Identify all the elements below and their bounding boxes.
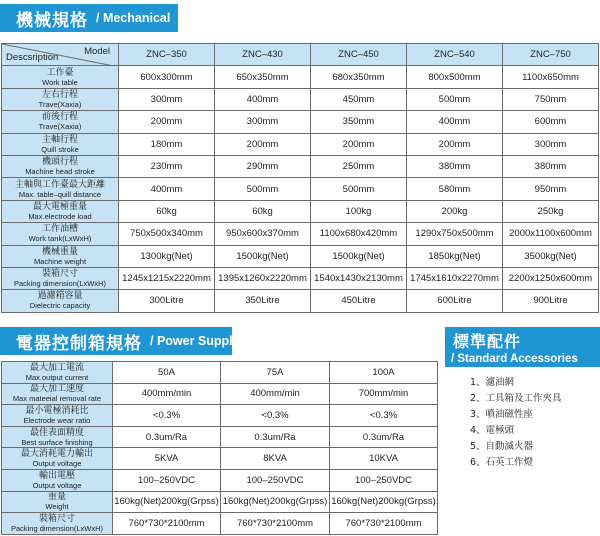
spec-value-cell: 1290x750x500mm [407, 223, 503, 245]
accessories-title-en: / Standard Accessories [451, 353, 578, 365]
spec-value-cell: 600mm [503, 111, 599, 133]
power-title-en: / Power Supply [150, 334, 240, 348]
spec-value-cell: 900Litre [503, 290, 599, 312]
row-label-cn: 裝箱尺寸 [41, 269, 78, 280]
spec-value-cell: 5KVA [113, 448, 221, 470]
spec-value-cell: 500mm [407, 88, 503, 110]
spec-value-cell: 380mm [503, 155, 599, 177]
row-label-en: Max.output current [25, 372, 89, 382]
spec-value-cell: 580mm [407, 178, 503, 200]
spec-value-cell: 2000x1100x600mm [503, 223, 599, 245]
spec-value-cell: 950mm [503, 178, 599, 200]
spec-value-cell: 680x350mm [311, 66, 407, 88]
row-label-cn: 最大電極重量 [32, 201, 87, 212]
spec-value-cell: 750mm [503, 88, 599, 110]
spec-value-cell: 950x600x370mm [215, 223, 311, 245]
spec-value-cell: 8KVA [221, 448, 330, 470]
spec-value-cell: 200mm [407, 133, 503, 155]
spec-row [2, 491, 438, 513]
row-label-cell [2, 200, 119, 222]
spec-value-cell: 760*730*2100mm [221, 513, 330, 535]
spec-row [2, 448, 438, 470]
row-label-cell [2, 426, 113, 448]
model-header-label: Model [84, 46, 110, 57]
row-label-cn: 重量 [47, 492, 66, 503]
row-label-en: Machine head stroke [25, 167, 95, 177]
spec-value-cell: 1300kg(Net) [119, 245, 215, 267]
spec-value-cell: 1500kg(Net) [311, 245, 407, 267]
model-name-cell: ZNC–430 [215, 44, 311, 66]
spec-value-cell: 0.3um/Ra [330, 426, 438, 448]
spec-value-cell: 1745x1610x2270mm [407, 267, 503, 289]
row-label-cn: 最小電極消耗比 [25, 405, 89, 416]
row-label-en: Packing dimension(LxWxH) [10, 523, 104, 533]
spec-value-cell: 600x300mm [119, 66, 215, 88]
model-name-cell: ZNC–750 [503, 44, 599, 66]
row-label-cn: 最佳表面精度 [29, 427, 84, 438]
power-section-banner [0, 327, 240, 355]
spec-value-cell: 60kg [119, 200, 215, 222]
spec-value-cell: 400mm/min [113, 383, 221, 405]
row-label-cn: 機頭行程 [41, 157, 78, 168]
row-label-cell [2, 155, 119, 177]
spec-value-cell: 75A [221, 362, 330, 384]
spec-row [2, 133, 599, 155]
power-spec-table [1, 361, 438, 535]
spec-row [2, 88, 599, 110]
spec-value-cell: 250kg [503, 200, 599, 222]
mechanical-spec-table [1, 43, 599, 313]
spec-value-cell: 650x350mm [215, 66, 311, 88]
spec-value-cell: 0.3um/Ra [113, 426, 221, 448]
accessory-item: 4、電極頭 [470, 425, 515, 436]
spec-value-cell: 800x500mm [407, 66, 503, 88]
row-label-cell [2, 133, 119, 155]
spec-value-cell: 500mm [215, 178, 311, 200]
spec-row [2, 405, 438, 427]
spec-value-cell: <0.3% [330, 405, 438, 427]
spec-row [2, 267, 599, 289]
spec-value-cell: 400mm/min [221, 383, 330, 405]
row-label-en: Trave(Xaxia) [38, 99, 82, 109]
spec-value-cell: 160kg(Net)200kg(Grpss) [113, 491, 221, 513]
power-title-cn: 電器控制箱規格 [16, 333, 142, 354]
header-corner-cell [2, 44, 119, 66]
spec-value-cell: 760*730*2100mm [330, 513, 438, 535]
row-label-cell [2, 223, 119, 245]
row-label-cell [2, 111, 119, 133]
spec-value-cell: 760*730*2100mm [113, 513, 221, 535]
accessory-item: 3、噴油磁性座 [470, 409, 534, 420]
row-label-cn: 輸出電壓 [38, 470, 75, 481]
spec-value-cell: 50A [113, 362, 221, 384]
accessories-title-cn: 標準配件 [453, 332, 522, 351]
spec-value-cell: 60kg [215, 200, 311, 222]
row-label-cn: 前後行程 [41, 112, 78, 123]
spec-value-cell: 750x500x340mm [119, 223, 215, 245]
spec-row [2, 426, 438, 448]
spec-value-cell: <0.3% [221, 405, 330, 427]
spec-value-cell: 100A [330, 362, 438, 384]
row-label-cn: 最大消耗電力輸出 [20, 449, 93, 460]
row-label-cn: 主軸與工作臺最大距離 [14, 179, 105, 190]
row-label-cell [2, 290, 119, 312]
row-label-en: Dielectric capacity [29, 301, 91, 311]
spec-value-cell: <0.3% [113, 405, 221, 427]
spec-value-cell: 100kg [311, 200, 407, 222]
spec-row [2, 513, 438, 535]
spec-value-cell: 290mm [215, 155, 311, 177]
spec-value-cell: 3500kg(Net) [503, 245, 599, 267]
spec-value-cell: 100–250VDC [113, 469, 221, 491]
accessory-item: 5、自動滅火器 [470, 441, 534, 452]
spec-value-cell: 300mm [215, 111, 311, 133]
row-label-en: Max mateeial removal rate [12, 394, 102, 404]
spec-value-cell: 160kg(Net)200kg(Grpss) [221, 491, 330, 513]
spec-value-cell: 1100x680x420mm [311, 223, 407, 245]
row-label-cell [2, 383, 113, 405]
spec-row [2, 362, 438, 384]
row-label-cell [2, 245, 119, 267]
spec-value-cell: 200mm [215, 133, 311, 155]
spec-value-cell: 1245x1215x2220mm [119, 267, 215, 289]
row-label-cell [2, 362, 113, 384]
row-label-cn: 左右行程 [41, 89, 78, 100]
spec-value-cell: 200mm [311, 133, 407, 155]
spec-value-cell: 0.3um/Ra [221, 426, 330, 448]
row-label-en: Max.electrode load [28, 211, 92, 221]
spec-value-cell: 180mm [119, 133, 215, 155]
mechanical-header-row [2, 44, 599, 66]
spec-row [2, 111, 599, 133]
row-label-en: Quill stroke [41, 144, 79, 154]
spec-row [2, 66, 599, 88]
spec-value-cell: 380mm [407, 155, 503, 177]
spec-value-cell: 300Litre [119, 290, 215, 312]
row-label-cell [2, 88, 119, 110]
row-label-en: Work table [42, 77, 78, 87]
mechanical-title-en: / Mechanical [96, 11, 171, 25]
spec-row [2, 155, 599, 177]
row-label-en: Packing dimension(LxWxH) [13, 279, 107, 289]
spec-row [2, 178, 599, 200]
spec-value-cell: 450mm [311, 88, 407, 110]
spec-value-cell: 250mm [311, 155, 407, 177]
row-label-cell [2, 267, 119, 289]
row-label-en: Electrode wear ratio [23, 415, 91, 425]
row-label-cn: 裝箱尺寸 [38, 513, 75, 524]
row-label-cell [2, 66, 119, 88]
row-label-en: Output voltage [32, 459, 82, 469]
row-label-cell [2, 448, 113, 470]
spec-value-cell: 300mm [503, 133, 599, 155]
row-label-cn: 最大加工電流 [29, 362, 84, 373]
spec-value-cell: 300mm [119, 88, 215, 110]
row-label-cell [2, 491, 113, 513]
spec-value-cell: 100–250VDC [221, 469, 330, 491]
spec-value-cell: 700mm/min [330, 383, 438, 405]
model-name-cell: ZNC–350 [119, 44, 215, 66]
row-label-cn: 過濾箱容量 [37, 291, 83, 302]
accessory-item: 1、濾油網 [470, 377, 515, 388]
spec-value-cell: 160kg(Net)200kg(Grpss) [330, 491, 438, 513]
row-label-cn: 機械重量 [41, 246, 78, 257]
spec-value-cell: 500mm [311, 178, 407, 200]
spec-value-cell: 1850kg(Net) [407, 245, 503, 267]
spec-value-cell: 100–250VDC [330, 469, 438, 491]
spec-value-cell: 200kg [407, 200, 503, 222]
row-label-en: Best surface finishing [21, 437, 93, 447]
spec-value-cell: 350Litre [215, 290, 311, 312]
row-label-en: Work tank(LxWxH) [28, 234, 92, 244]
row-label-en: Weight [45, 502, 69, 512]
row-label-cell [2, 513, 113, 535]
spec-value-cell: 2200x1250x600mm [503, 267, 599, 289]
spec-value-cell: 1395x1260x2220mm [215, 267, 311, 289]
row-label-cn: 工作油槽 [41, 224, 78, 235]
spec-row [2, 200, 599, 222]
row-label-cn: 主軸行程 [41, 134, 78, 145]
row-label-en: Output voltage [32, 480, 82, 490]
spec-value-cell: 450Litre [311, 290, 407, 312]
spec-value-cell: 10KVA [330, 448, 438, 470]
spec-row [2, 223, 599, 245]
accessory-item: 2、工具箱及工作夾具 [470, 393, 562, 404]
row-label-en: Machine weight [33, 256, 87, 266]
spec-value-cell: 400mm [407, 111, 503, 133]
description-header-label: Descsription [6, 52, 59, 64]
spec-value-cell: 1540x1430x2130mm [311, 267, 407, 289]
row-label-cell [2, 469, 113, 491]
mechanical-section-banner [0, 4, 178, 32]
row-label-en: Max. table–quill distance [18, 189, 102, 199]
row-label-cell [2, 405, 113, 427]
spec-value-cell: 400mm [119, 178, 215, 200]
spec-value-cell: 400mm [215, 88, 311, 110]
spec-value-cell: 200mm [119, 111, 215, 133]
model-name-cell: ZNC–540 [407, 44, 503, 66]
spec-row [2, 290, 599, 312]
model-name-cell: ZNC–450 [311, 44, 407, 66]
spec-value-cell: 1500kg(Net) [215, 245, 311, 267]
mechanical-title-cn: 機械規格 [16, 10, 88, 31]
row-label-cell [2, 178, 119, 200]
accessory-item: 6、石英工作燈 [470, 457, 534, 468]
spec-value-cell: 600Litre [407, 290, 503, 312]
spec-value-cell: 230mm [119, 155, 215, 177]
row-label-cn: 工作臺 [46, 67, 74, 78]
row-label-cn: 最大加工速度 [29, 384, 84, 395]
spec-row [2, 245, 599, 267]
row-label-en: Trave(Xaxia) [38, 122, 82, 132]
spec-row [2, 383, 438, 405]
spec-value-cell: 1100x650mm [503, 66, 599, 88]
spec-row [2, 469, 438, 491]
spec-value-cell: 350mm [311, 111, 407, 133]
accessories-section-banner [445, 327, 600, 367]
accessories-list [470, 375, 598, 471]
